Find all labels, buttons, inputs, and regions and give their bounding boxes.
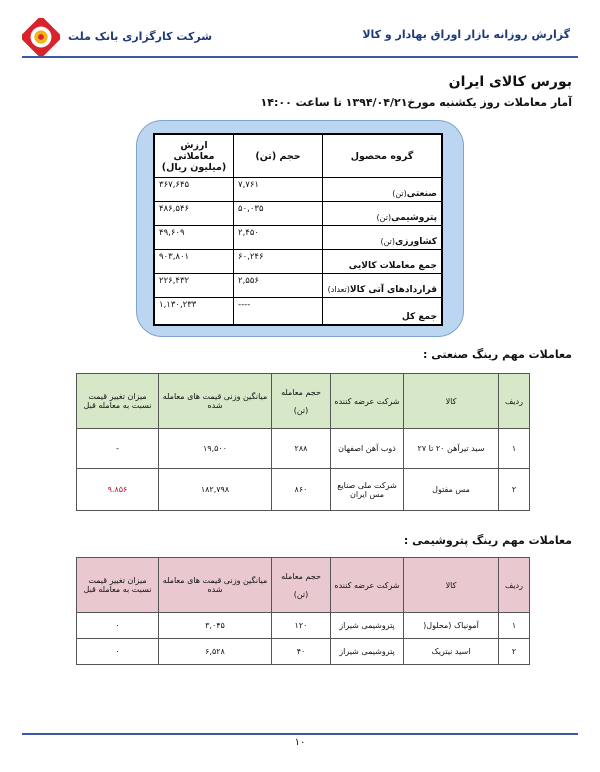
summary-value: ۹۰۳,۸۰۱ [154,250,234,274]
row-number: ۱ [499,429,530,469]
price-change: ۹.۸۵۶ [77,469,159,511]
col-commodity: کالا [404,558,499,613]
price-change: ۰ [77,613,159,639]
row-number: ۲ [499,469,530,511]
col-price-change: میزان تغییر قیمت نسبت به معامله قبل [77,374,159,429]
summary-group: جمع کل [323,298,443,326]
summary-row [154,178,442,202]
summary-row [154,250,442,274]
summary-value: ۱,۱۳۰,۲۳۳ [154,298,234,326]
summary-volume: ۲,۵۵۶ [234,274,323,298]
col-row-number: ردیف [499,374,530,429]
summary-volume: ۶۰,۲۴۶ [234,250,323,274]
header-divider [22,56,578,58]
volume: ۴۰ [272,639,331,665]
commodity: آمونیاک (محلول( [404,613,499,639]
summary-row [154,202,442,226]
summary-group: پتروشیمی(تن) [323,202,443,226]
summary-value: ۲۲۶,۴۳۲ [154,274,234,298]
avg-price: ۱۸۲,۷۹۸ [159,469,272,511]
summary-header-group: گروه محصول [323,134,443,178]
summary-group: صنعتی(تن) [323,178,443,202]
table-row [77,639,530,665]
footer-divider [22,733,578,735]
volume: ۸۶۰ [272,469,331,511]
col-supplier: شرکت عرضه کننده [331,374,404,429]
summary-header-row [154,134,442,178]
summary-group: قراردادهای آتی کالا(تعداد) [323,274,443,298]
petrochemical-deals-table [76,557,530,665]
supplier: شرکت ملی صنایع مس ایران [331,469,404,511]
supplier: پتروشیمی شیراز [331,639,404,665]
summary-table [153,133,443,326]
avg-price: ۶,۵۲۸ [159,639,272,665]
summary-header-volume: حجم (تن) [234,134,323,178]
col-row-number: ردیف [499,558,530,613]
section-title: بورس کالای ایران [448,74,572,90]
commodity: اسید نیتریک [404,639,499,665]
commodity: مس مفتول [404,469,499,511]
summary-total-row [154,298,442,326]
price-change: - [77,429,159,469]
report-title: گزارش روزانه بازار اوراق بهادار و کالا [362,28,570,41]
col-supplier: شرکت عرضه کننده [331,558,404,613]
summary-volume: ۲,۴۵۰ [234,226,323,250]
supplier: پتروشیمی شیراز [331,613,404,639]
summary-value: ۴۹,۶۰۹ [154,226,234,250]
col-avg-price: میانگین وزنی قیمت های معامله شده [159,374,272,429]
avg-price: ۳,۰۴۵ [159,613,272,639]
commodity: سید تیرآهن ۲۰ تا ۲۷ [404,429,499,469]
summary-header-value: ارزش معاملاتی (میلیون ریال) [154,134,234,178]
summary-volume: ۷,۷۶۱ [234,178,323,202]
row-number: ۲ [499,639,530,665]
supplier: ذوب آهن اصفهان [331,429,404,469]
petrochemical-ring-title: معاملات مهم رینگ پتروشیمی : [403,534,572,547]
summary-volume: ۵۰,۰۳۵ [234,202,323,226]
table-row [77,429,530,469]
industrial-ring-title: معاملات مهم رینگ صنعتی : [423,348,572,361]
petro-header-row [77,558,530,613]
summary-volume: ---- [234,298,323,326]
table-row [77,613,530,639]
volume: ۱۲۰ [272,613,331,639]
col-avg-price: میانگین وزنی قیمت های معامله شده [159,558,272,613]
price-change: ۰ [77,639,159,665]
table-row [77,469,530,511]
summary-group: کشاورزی(تن) [323,226,443,250]
volume: ۲۸۸ [272,429,331,469]
col-commodity: کالا [404,374,499,429]
summary-value: ۴۸۶,۵۴۶ [154,202,234,226]
page-number: ۱۰ [294,737,306,748]
summary-group: جمع معاملات کالایی [323,250,443,274]
col-price-change: میزان تغییر قیمت نسبت به معامله قبل [77,558,159,613]
industrial-deals-table [76,373,530,511]
col-volume: حجم معامله (تن) [272,558,331,613]
avg-price: ۱۹,۵۰۰ [159,429,272,469]
summary-value: ۳۶۷,۶۴۵ [154,178,234,202]
row-number: ۱ [499,613,530,639]
summary-row [154,226,442,250]
summary-row [154,274,442,298]
col-volume: حجم معامله (تن) [272,374,331,429]
industrial-header-row [77,374,530,429]
report-subtitle: آمار معاملات روز یکشنبه مورخ۱۳۹۴/۰۴/۲۱ تا ساعت ۱۴:۰۰ [260,96,572,109]
company-name: شرکت کارگزاری بانک ملت [68,30,213,43]
mellat-logo-icon [22,18,60,56]
